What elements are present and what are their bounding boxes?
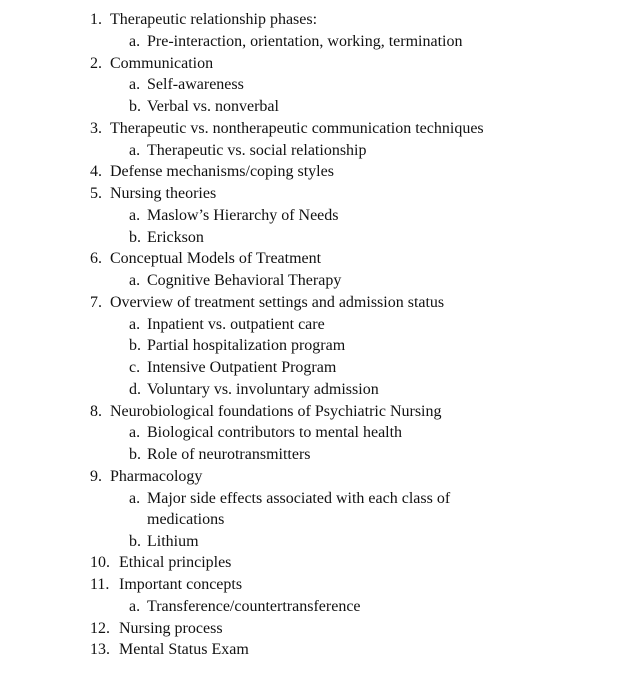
item-text: Defense mechanisms/coping styles bbox=[110, 163, 334, 181]
item-letter: a. bbox=[129, 424, 141, 442]
item-number: 13. bbox=[90, 641, 110, 659]
list-item bbox=[0, 618, 633, 640]
item-number: 9. bbox=[90, 467, 102, 485]
item-text: Cognitive Behavioral Therapy bbox=[147, 272, 342, 289]
item-letter: a. bbox=[129, 76, 141, 94]
list-item bbox=[0, 292, 633, 314]
item-text: Maslow’s Hierarchy of Needs bbox=[147, 206, 339, 224]
item-text: Role of neurotransmitters bbox=[147, 446, 311, 463]
list-item bbox=[0, 248, 633, 270]
item-number: 1. bbox=[90, 11, 102, 28]
item-number: 6. bbox=[90, 250, 102, 268]
item-text: Ethical principles bbox=[119, 554, 232, 572]
list-item bbox=[0, 9, 633, 31]
list-item bbox=[0, 31, 633, 53]
list-item bbox=[0, 118, 633, 140]
list-item bbox=[0, 314, 633, 336]
list-item bbox=[0, 227, 633, 249]
item-letter: d. bbox=[129, 380, 141, 398]
item-letter: b. bbox=[129, 532, 141, 550]
item-text: Intensive Outpatient Program bbox=[147, 359, 337, 376]
item-text: Major side effects associated with each class of medications bbox=[147, 489, 451, 528]
item-letter: b. bbox=[129, 337, 141, 355]
item-text: Inpatient vs. outpatient care bbox=[147, 315, 325, 333]
item-text: Therapeutic relationship phases: bbox=[110, 11, 318, 28]
list-item bbox=[0, 357, 633, 379]
item-number: 2. bbox=[90, 54, 102, 72]
item-text: Neurobiological foundations of Psychiatric Nursing bbox=[110, 402, 442, 420]
item-letter: a. bbox=[129, 489, 141, 507]
list-item bbox=[0, 74, 633, 96]
study-outline bbox=[0, 9, 633, 661]
list-item bbox=[0, 444, 633, 466]
item-letter: a. bbox=[129, 272, 141, 289]
item-text: Important concepts bbox=[119, 576, 243, 593]
item-number: 7. bbox=[90, 293, 102, 311]
list-item bbox=[0, 552, 633, 574]
item-letter: a. bbox=[129, 32, 141, 50]
item-text: Therapeutic vs. social relationship bbox=[147, 141, 367, 159]
item-text: Nursing theories bbox=[110, 185, 217, 202]
item-text: Therapeutic vs. nontherapeutic communication techniques bbox=[110, 119, 484, 137]
item-number: 8. bbox=[90, 402, 102, 420]
item-text: Communication bbox=[110, 54, 214, 72]
item-letter: a. bbox=[129, 597, 141, 615]
item-number: 5. bbox=[90, 185, 102, 202]
item-text: Lithium bbox=[147, 532, 199, 550]
item-number: 11. bbox=[90, 576, 110, 593]
list-item bbox=[0, 422, 633, 444]
list-item bbox=[0, 379, 633, 401]
item-text: Self-awareness bbox=[147, 76, 244, 94]
list-item bbox=[0, 335, 633, 357]
item-letter: b. bbox=[129, 228, 141, 246]
item-text: Partial hospitalization program bbox=[147, 337, 346, 355]
list-item bbox=[0, 140, 633, 162]
item-letter: c. bbox=[129, 359, 141, 376]
list-item bbox=[0, 488, 633, 531]
item-letter: a. bbox=[129, 315, 141, 333]
list-item bbox=[0, 270, 633, 292]
item-text: Erickson bbox=[147, 228, 204, 246]
list-item bbox=[0, 596, 633, 618]
list-item bbox=[0, 183, 633, 205]
item-text: Transference/countertransference bbox=[147, 597, 361, 615]
item-text: Conceptual Models of Treatment bbox=[110, 250, 322, 268]
list-item bbox=[0, 574, 633, 596]
item-letter: a. bbox=[129, 206, 141, 224]
item-text: Pharmacology bbox=[110, 467, 203, 485]
item-letter: b. bbox=[129, 98, 141, 115]
item-text: Pre-interaction, orientation, working, termination bbox=[147, 32, 463, 50]
item-number: 3. bbox=[90, 119, 102, 137]
item-number: 10. bbox=[90, 554, 110, 572]
list-item bbox=[0, 53, 633, 75]
item-letter: b. bbox=[129, 446, 141, 463]
item-letter: a. bbox=[129, 141, 141, 159]
item-text: Nursing process bbox=[119, 619, 223, 637]
item-text: Biological contributors to mental health bbox=[147, 424, 403, 442]
item-text: Verbal vs. nonverbal bbox=[147, 98, 279, 115]
item-number: 12. bbox=[90, 619, 110, 637]
item-number: 4. bbox=[90, 163, 102, 181]
list-item bbox=[0, 96, 633, 118]
list-item bbox=[0, 466, 633, 488]
list-item bbox=[0, 531, 633, 553]
list-item bbox=[0, 205, 633, 227]
list-item bbox=[0, 161, 633, 183]
item-text: Overview of treatment settings and admission status bbox=[110, 293, 445, 311]
item-text: Mental Status Exam bbox=[119, 641, 249, 659]
list-item bbox=[0, 401, 633, 423]
list-item bbox=[0, 639, 633, 661]
item-text: Voluntary vs. involuntary admission bbox=[147, 380, 379, 398]
